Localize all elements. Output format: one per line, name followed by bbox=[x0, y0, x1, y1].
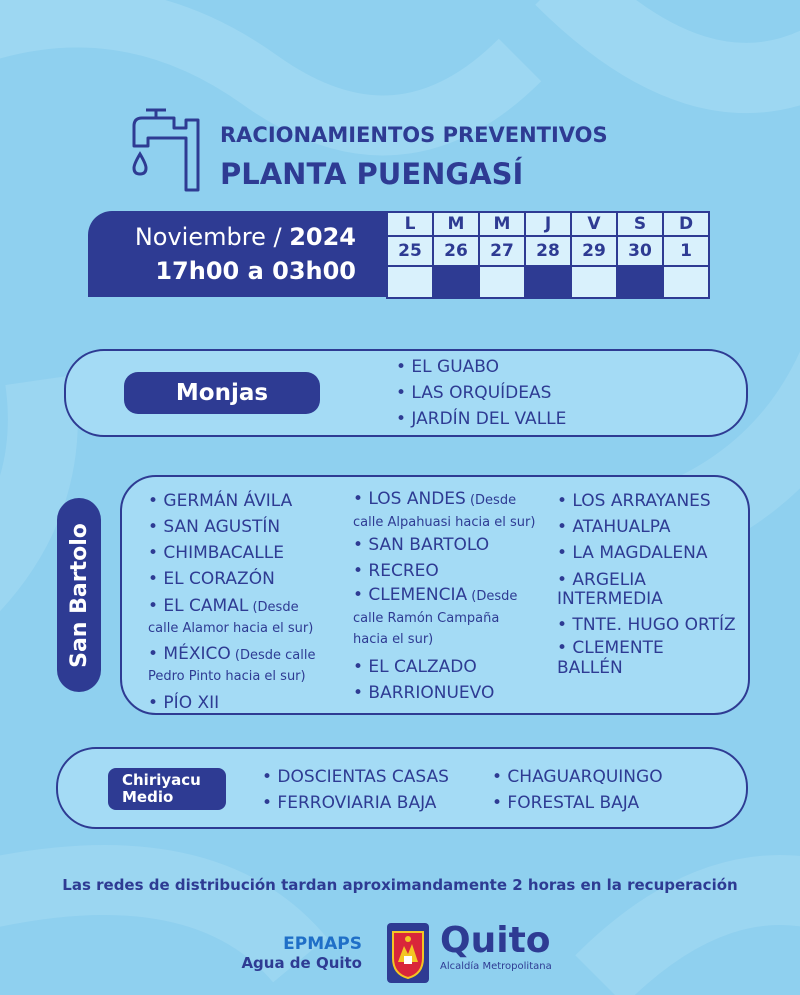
quito-name: Quito bbox=[440, 920, 551, 961]
chiriyacu-col-2 bbox=[492, 764, 663, 816]
list-item-continued: BALLÉN bbox=[557, 658, 623, 678]
weekday-cell: J bbox=[525, 212, 571, 236]
title-line-1: RACIONAMIENTOS PREVENTIVOS bbox=[220, 123, 608, 147]
weekday-cell: M bbox=[479, 212, 525, 236]
item-main: • LOS ANDES bbox=[353, 489, 466, 509]
list-item: • CHAGUARQUINGO bbox=[492, 767, 663, 787]
date-month-year bbox=[135, 223, 356, 251]
mark-cell bbox=[433, 266, 479, 298]
item-note: (Desde bbox=[248, 600, 299, 615]
faucet-icon bbox=[126, 102, 202, 192]
list-item: • RECREO bbox=[353, 561, 439, 581]
list-item: • FERROVIARIA BAJA bbox=[262, 793, 437, 813]
calendar-table bbox=[386, 211, 710, 299]
epmaps-subtitle: Agua de Quito bbox=[241, 954, 362, 972]
mark-cell bbox=[525, 266, 571, 298]
weekday-cell: D bbox=[663, 212, 709, 236]
item-note: hacia el sur) bbox=[353, 632, 434, 647]
list-item: • EL CALZADO bbox=[353, 657, 477, 677]
list-item-continued bbox=[148, 618, 315, 638]
month-label: Noviembre / bbox=[134, 223, 282, 251]
list-item-continued bbox=[353, 608, 535, 628]
list-item: • LA MAGDALENA bbox=[557, 543, 708, 563]
calendar-date-row bbox=[387, 236, 709, 266]
item-note: calle Ramón Campaña bbox=[353, 611, 500, 626]
list-item bbox=[353, 584, 535, 608]
list-item: • PÍO XII bbox=[148, 693, 220, 713]
mark-cell bbox=[663, 266, 709, 298]
mark-cell bbox=[387, 266, 433, 298]
item-main: • EL CAMAL bbox=[148, 596, 249, 616]
epmaps-logo bbox=[240, 934, 362, 972]
mark-cell bbox=[617, 266, 663, 298]
list-item: • GERMÁN ÁVILA bbox=[148, 491, 293, 511]
item-note: (Desde calle bbox=[230, 648, 316, 663]
list-item: • SAN BARTOLO bbox=[353, 535, 490, 555]
monjas-label: Monjas bbox=[124, 372, 320, 414]
list-item: • EL GUABO bbox=[396, 357, 500, 377]
mark-cell bbox=[479, 266, 525, 298]
list-item: • ARGELIA bbox=[557, 570, 646, 590]
date-cell: 30 bbox=[617, 236, 663, 266]
list-item: • ATAHUALPA bbox=[557, 517, 671, 537]
list-item-continued: INTERMEDIA bbox=[557, 589, 663, 609]
list-item: • JARDÍN DEL VALLE bbox=[396, 409, 567, 429]
quito-logo bbox=[440, 921, 552, 972]
mark-cell bbox=[571, 266, 617, 298]
year-label: 2024 bbox=[289, 223, 356, 251]
list-item-continued bbox=[148, 666, 315, 686]
item-note: (Desde bbox=[467, 589, 518, 604]
chiriyacu-label-line-1: Chiriyacu bbox=[122, 771, 201, 789]
list-item: • DOSCIENTAS CASAS bbox=[262, 767, 449, 787]
san-bartolo-col-1 bbox=[148, 488, 315, 716]
item-note: calle Alamor hacia el sur) bbox=[148, 621, 314, 636]
weekday-cell: L bbox=[387, 212, 433, 236]
quito-crest-icon bbox=[386, 922, 430, 984]
footer-note: Las redes de distribución tardan aproximandamente 2 horas en la recuperación bbox=[62, 876, 738, 894]
list-item: • CLEMENTE bbox=[557, 638, 664, 658]
title-line-2: PLANTA PUENGASÍ bbox=[220, 157, 524, 191]
date-cell: 29 bbox=[571, 236, 617, 266]
san-bartolo-label-pill bbox=[57, 498, 101, 692]
item-note: calle Alpahuasi hacia el sur) bbox=[353, 515, 536, 530]
calendar-mark-row bbox=[387, 266, 709, 298]
item-note: Pedro Pinto hacia el sur) bbox=[148, 669, 306, 684]
list-item bbox=[353, 488, 535, 512]
date-banner bbox=[88, 211, 386, 297]
date-cell: 28 bbox=[525, 236, 571, 266]
date-cell: 27 bbox=[479, 236, 525, 266]
item-main: • MÉXICO bbox=[148, 644, 231, 664]
list-item-continued bbox=[353, 512, 535, 532]
date-cell: 25 bbox=[387, 236, 433, 266]
list-item: • LOS ARRAYANES bbox=[557, 491, 711, 511]
weekday-cell: V bbox=[571, 212, 617, 236]
hours-label: 17h00 a 03h00 bbox=[155, 257, 356, 285]
date-cell: 1 bbox=[663, 236, 709, 266]
epmaps-name: EPMAPS bbox=[283, 934, 362, 954]
chiriyacu-col-1 bbox=[262, 764, 449, 816]
list-item: • BARRIONUEVO bbox=[353, 683, 495, 703]
calendar-weekday-row bbox=[387, 212, 709, 236]
weekday-cell: M bbox=[433, 212, 479, 236]
monjas-list bbox=[396, 354, 566, 432]
list-item: • LAS ORQUÍDEAS bbox=[396, 383, 552, 403]
list-item-continued bbox=[353, 628, 535, 650]
san-bartolo-col-2 bbox=[353, 488, 535, 706]
quito-subtitle: Alcaldía Metropolitana bbox=[440, 961, 552, 972]
san-bartolo-label: San Bartolo bbox=[66, 522, 92, 668]
list-item bbox=[148, 644, 315, 666]
chiriyacu-label bbox=[108, 768, 226, 810]
san-bartolo-col-3 bbox=[557, 488, 736, 678]
item-note: (Desde bbox=[465, 493, 517, 508]
list-item: • SAN AGUSTÍN bbox=[148, 517, 281, 537]
list-item: • FORESTAL BAJA bbox=[492, 793, 640, 813]
date-cell: 26 bbox=[433, 236, 479, 266]
item-main: • CLEMENCIA bbox=[353, 585, 468, 605]
weekday-cell: S bbox=[617, 212, 663, 236]
chiriyacu-label-line-2: Medio bbox=[122, 788, 174, 806]
list-item bbox=[148, 596, 315, 618]
list-item: • CHIMBACALLE bbox=[148, 543, 284, 563]
list-item: • TNTE. HUGO ORTÍZ bbox=[557, 615, 736, 635]
list-item: • EL CORAZÓN bbox=[148, 569, 275, 589]
